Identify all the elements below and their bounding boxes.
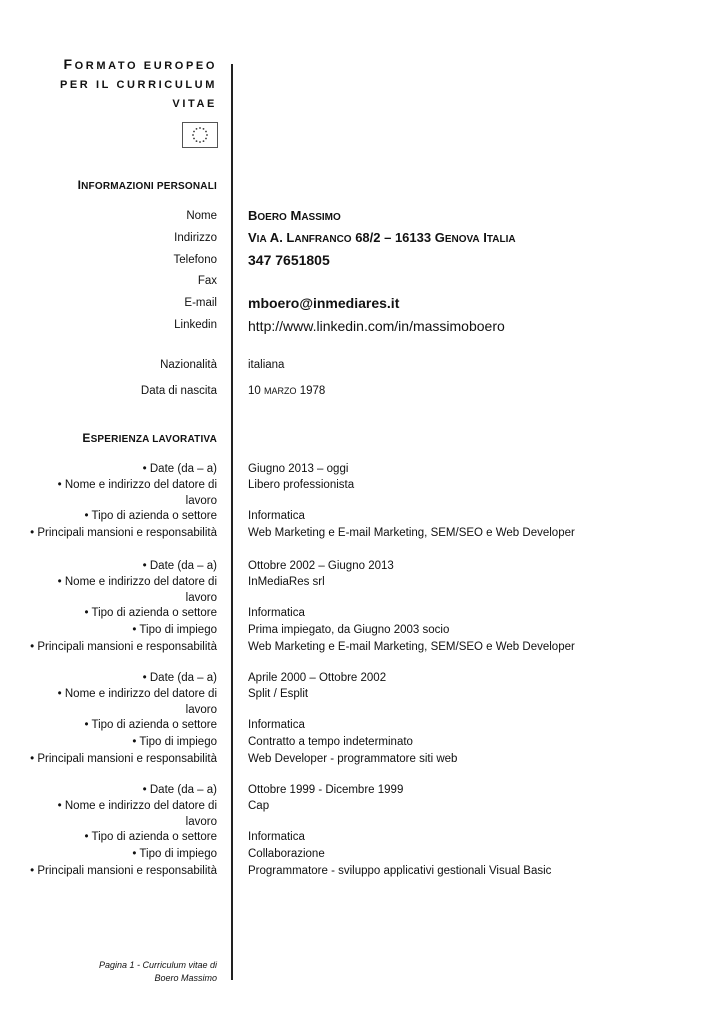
title-line-1: FORMATO EUROPEO [63,56,217,72]
nationality-label: Nazionalità [160,359,217,371]
job2-employment: Prima impiegato, da Giugno 2003 socio [248,624,450,636]
document-title [17,55,217,114]
job2-employment-label: • Tipo di impiego [132,624,217,636]
email-label: E-mail [184,297,217,309]
job1-dates: Giugno 2013 – oggi [248,463,349,475]
birth-date-label: Data di nascita [140,385,217,397]
title-line-3: VITAE [172,98,217,110]
job1-duties-label: • Principali mansioni e responsabilità [30,527,217,539]
address-label: Indirizzo [174,232,217,244]
job2-sector: Informatica [248,607,305,619]
job2-dates-label: • Date (da – a) [142,560,217,572]
title-line-2: PER IL CURRICULUM [59,79,217,91]
job4-dates: Ottobre 1999 - Dicembre 1999 [248,784,404,796]
fax-label: Fax [197,275,217,287]
experience-heading: ESPERIENZA LAVORATIVA [82,431,217,445]
job4-sector: Informatica [248,831,305,843]
job3-duties-label: • Principali mansioni e responsabilità [30,753,217,765]
email-value[interactable]: mboero@inmediares.it [248,295,400,311]
job3-employment-label: • Tipo di impiego [132,736,217,748]
nationality-value: italiana [248,359,285,371]
linkedin-label: Linkedin [174,319,217,331]
phone-label: Telefono [173,254,217,266]
job4-duties: Programmatore - sviluppo applicativi gestionali Visual Basic [248,865,552,877]
job4-employment: Collaborazione [248,848,325,860]
job4-sector-label: • Tipo di azienda o settore [84,831,217,843]
eu-flag-stars [183,123,217,147]
job2-dates: Ottobre 2002 – Giugno 2013 [248,560,394,572]
job1-duties: Web Marketing e E-mail Marketing, SEM/SEO e Web Developer [248,527,575,539]
job4-dates-label: • Date (da – a) [142,784,217,796]
page-footer [57,959,217,985]
address-value: VIA A. LANFRANCO 68/2 – 16133 GENOVA ITALIA [248,230,516,245]
name-value: BOERO MASSIMO [248,208,341,223]
job1-employer: Libero professionista [248,479,355,491]
job2-sector-label: • Tipo di azienda o settore [84,607,217,619]
job3-dates: Aprile 2000 – Ottobre 2002 [248,672,387,684]
footer-line-1: Pagina 1 - Curriculum vitae di [98,960,217,970]
job1-sector: Informatica [248,510,305,522]
job4-employer: Cap [248,800,270,812]
job4-employer-label: • Nome e indirizzo del datore di lavoro [57,800,217,828]
job1-employer-label: • Nome e indirizzo del datore di lavoro [57,479,217,507]
birth-date-value: 10 MARZO 1978 [248,385,326,397]
job2-employer: InMediaRes srl [248,576,325,588]
footer-line-2: Boero Massimo [154,973,217,983]
job3-duties: Web Developer - programmatore siti web [248,753,458,765]
job2-duties-label: • Principali mansioni e responsabilità [30,641,217,653]
name-label: Nome [186,210,217,222]
job2-employer-label: • Nome e indirizzo del datore di lavoro [57,576,217,604]
job3-employment: Contratto a tempo indeterminato [248,736,413,748]
job3-employer-label: • Nome e indirizzo del datore di lavoro [57,688,217,716]
job1-sector-label: • Tipo di azienda o settore [84,510,217,522]
job4-employment-label: • Tipo di impiego [132,848,217,860]
job1-dates-label: • Date (da – a) [142,463,217,475]
job3-dates-label: • Date (da – a) [142,672,217,684]
job4-duties-label: • Principali mansioni e responsabilità [30,865,217,877]
vertical-divider [231,64,233,980]
job3-sector: Informatica [248,719,305,731]
eu-flag-icon [182,122,218,148]
job3-sector-label: • Tipo di azienda o settore [84,719,217,731]
job3-employer: Split / Esplit [248,688,309,700]
personal-info-heading: INFORMAZIONI PERSONALI [77,178,217,192]
job2-duties: Web Marketing e E-mail Marketing, SEM/SEO e Web Developer [248,641,575,653]
phone-value: 347 7651805 [248,252,330,268]
linkedin-value[interactable]: http://www.linkedin.com/in/massimoboero [248,318,505,334]
